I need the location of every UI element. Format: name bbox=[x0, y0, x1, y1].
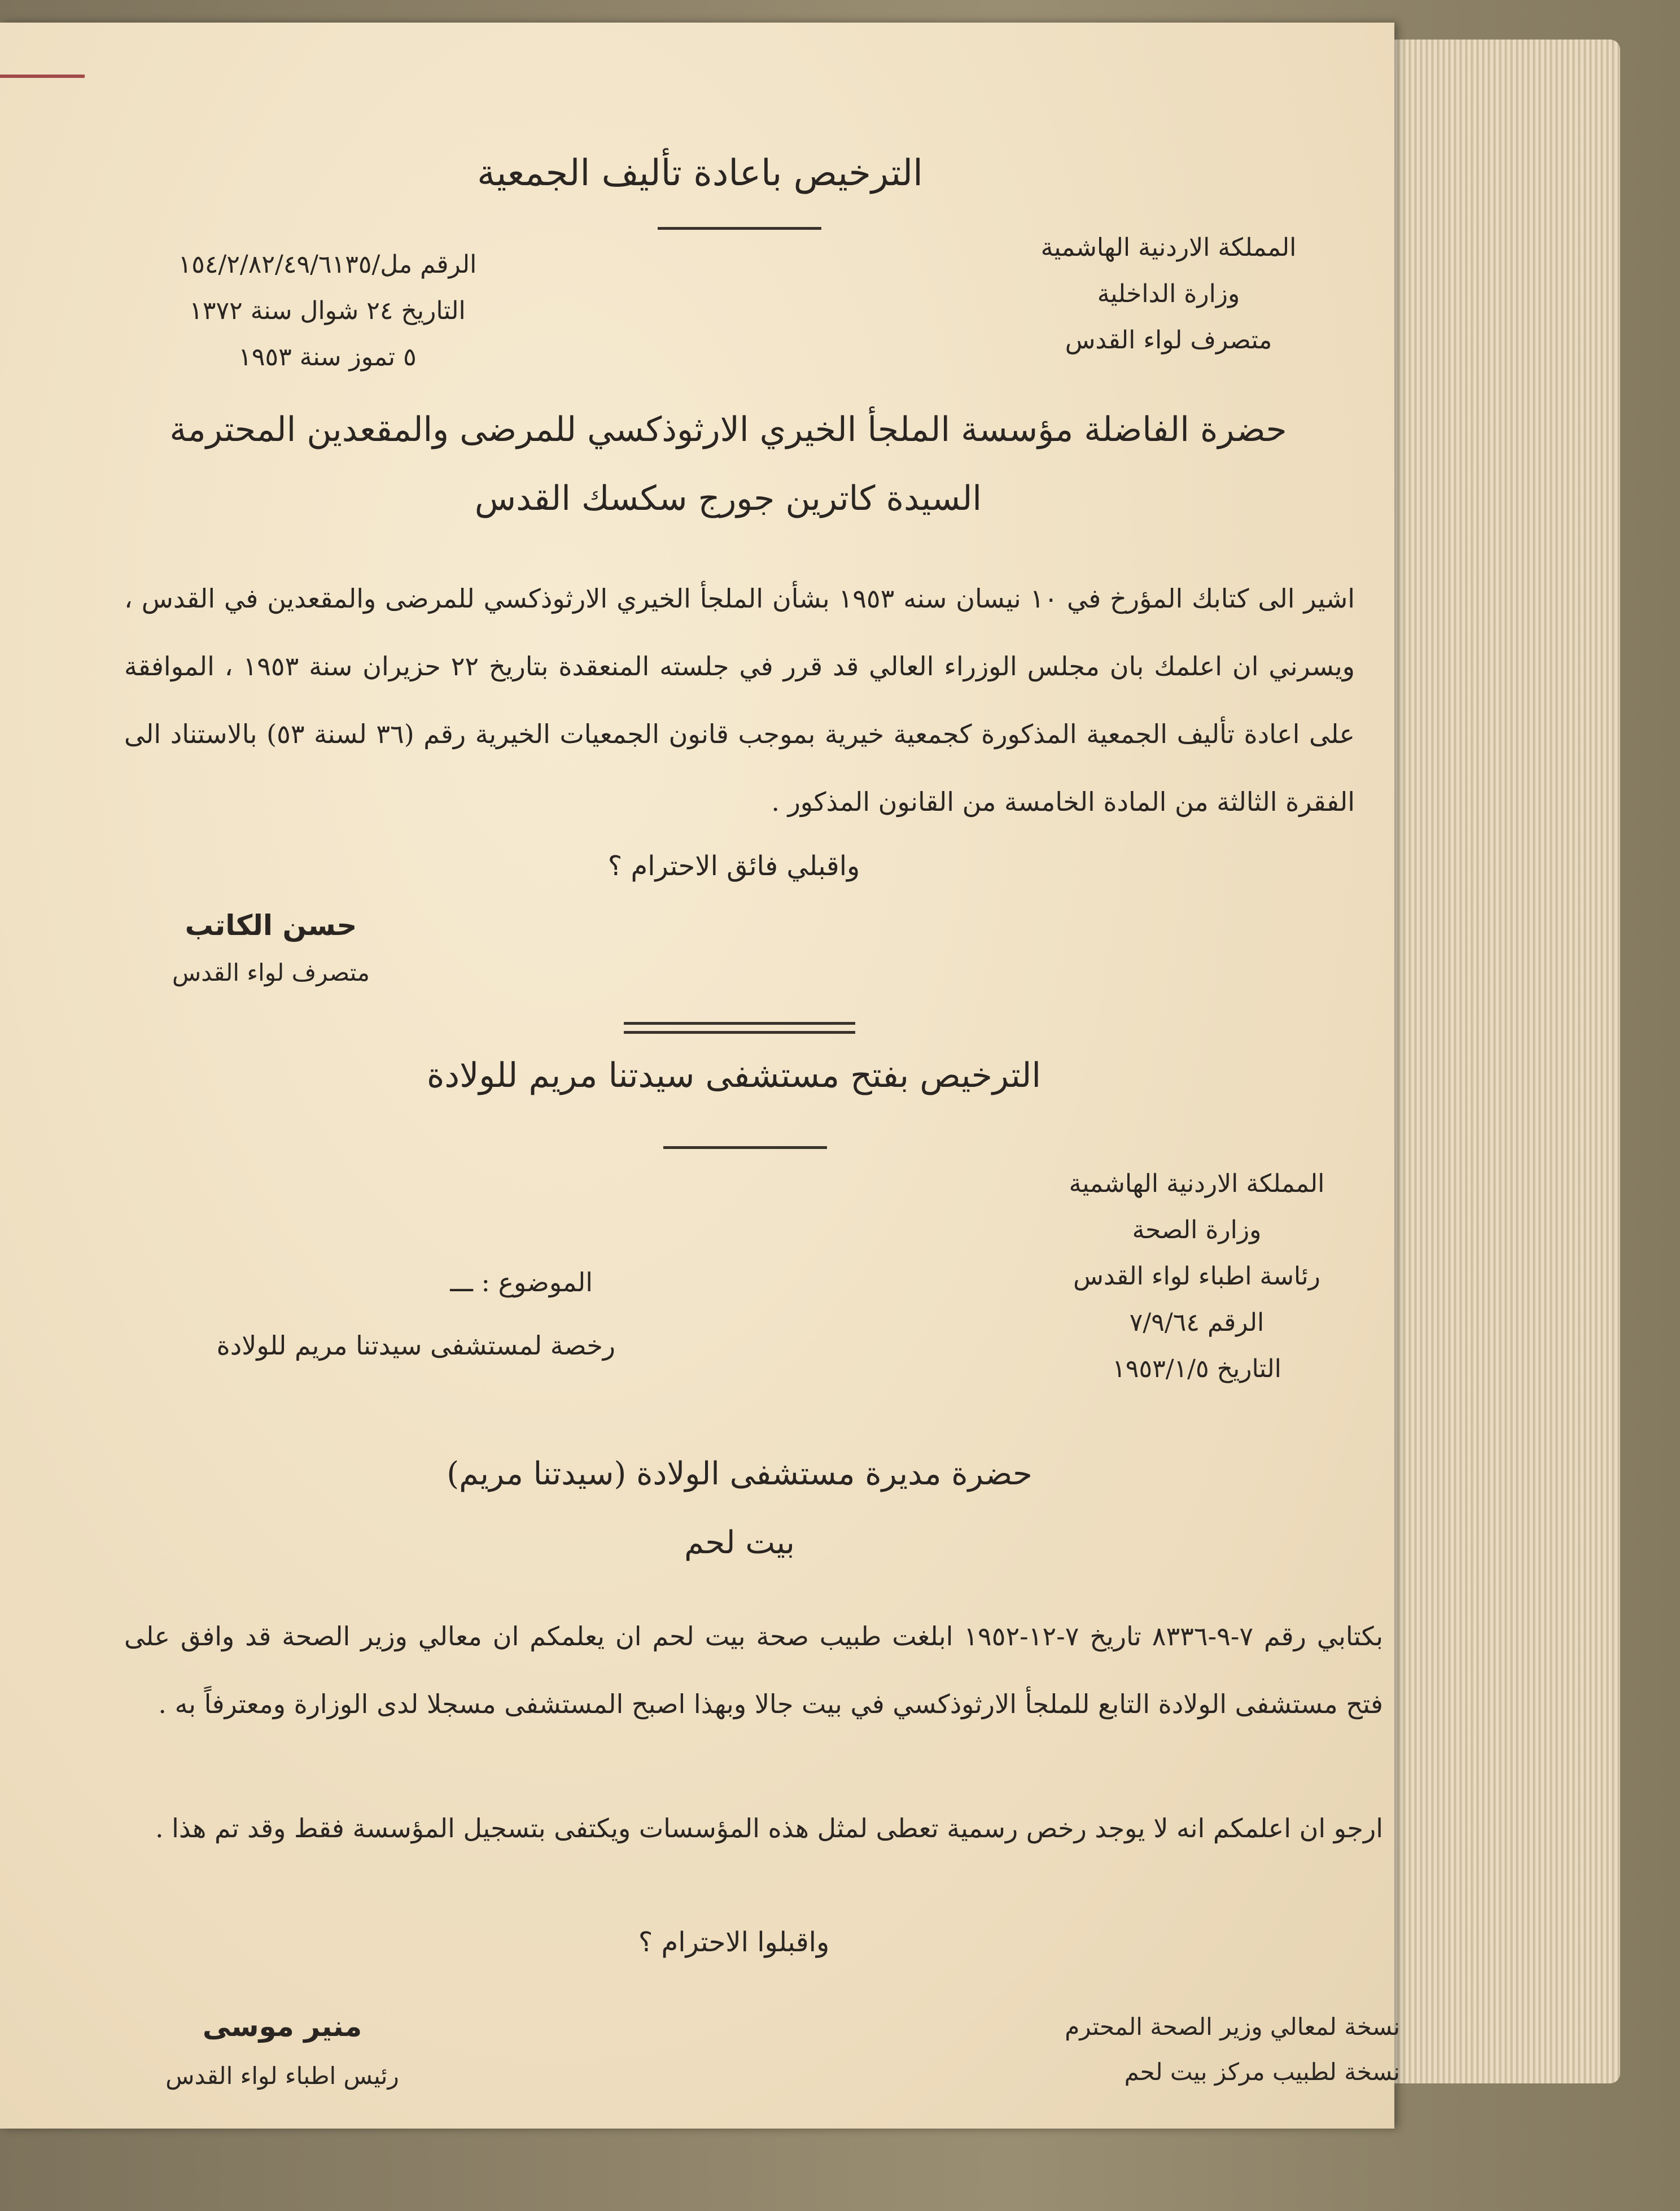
doc2-addressee-line: حضرة مديرة مستشفى الولادة (سيدتنا مريم) bbox=[447, 1456, 1032, 1492]
doc2-sender-line: الرقم ٧/٩/٦٤ bbox=[1129, 1308, 1265, 1337]
doc2-closing: واقبلوا الاحترام ؟ bbox=[638, 1926, 830, 1958]
doc2-paragraph-1: بكتابي رقم ٧-٩-٨٣٣٦ تاريخ ٧-١٢-١٩٥٢ ابلغت طبيب صحة بيت لحم ان يعلمكم ان معالي وزير الصحة قد وافق على فتح مستشفى الولادة التابع للملجأ الارثوذكسي في بيت جالا وبهذا اصبح المستشفى مسجلا لدى الوزارة ومعترفاً به . bbox=[124, 1621, 1384, 1719]
doc1-reference-line: التاريخ ٢٤ شوال سنة ١٣٧٢ bbox=[189, 296, 466, 325]
doc1-title-rule bbox=[658, 227, 821, 230]
doc1-title: الترخيص باعادة تأليف الجمعية bbox=[477, 152, 923, 194]
doc2-addressee bbox=[350, 1440, 1129, 1578]
doc1-sender bbox=[1010, 225, 1327, 364]
doc2-sender-line: وزارة الصحة bbox=[1132, 1216, 1262, 1244]
doc1-reference bbox=[102, 242, 553, 381]
doc1-signature bbox=[113, 909, 429, 986]
document-page bbox=[0, 23, 1400, 2129]
doc1-reference-line: ٥ تموز سنة ١٩٥٣ bbox=[238, 343, 417, 372]
doc2-copy-line: نسخة لمعالي وزير الصحة المحترم bbox=[1065, 2013, 1400, 2040]
doc2-sender-line: المملكة الاردنية الهاشمية bbox=[1069, 1169, 1325, 1198]
doc2-subject bbox=[164, 1259, 615, 1369]
doc1-sender-line: وزارة الداخلية bbox=[1097, 279, 1240, 308]
page-edges bbox=[1377, 40, 1620, 2083]
doc2-title: الترخيص بفتح مستشفى سيدتنا مريم للولادة bbox=[426, 1056, 1042, 1095]
doc2-paragraph-2: ارجو ان اعلمكم انه لا يوجد رخص رسمية تعطى لمثل هذه المؤسسات ويكتفى بتسجيل المؤسسة فقط وقد تم هذا . bbox=[155, 1813, 1383, 1843]
doc1-addressee-line: السيدة كاترين جورج سكسك القدس bbox=[474, 479, 982, 518]
doc1-signatory-name: حسن الكاتب bbox=[185, 909, 357, 942]
doc1-addressee bbox=[169, 395, 1287, 533]
doc1-body: اشير الى كتابك المؤرخ في ١٠ نيسان سنه ١٩٥٣ بشأن الملجأ الخيري الارثوذكسي للمرضى والمقعدين في القدس ، ويسرني ان اعلمك بان مجلس الوزراء العالي قد قرر في جلسته المنعقدة بتاريخ ٢٢ حزيران سنة ١٩٥٣ ، الموافقة على اعادة تأليف الجمعية المذكورة كجمعية خيرية بموجب قانون الجمعيات الخيرية رقم (٣٦ لسنة ٥٣) بالاستناد الى الفقرة الثالثة من المادة الخامسة من القانون المذكور . bbox=[124, 583, 1355, 817]
doc2-signatory-name: منير موسى bbox=[202, 2010, 362, 2043]
doc2-copy-line: نسخة لطبيب مركز بيت لحم bbox=[1124, 2058, 1400, 2086]
doc2-copies bbox=[960, 2004, 1400, 2095]
section-double-rule bbox=[624, 1031, 855, 1034]
doc2-subject-label: الموضوع : ـــ bbox=[450, 1267, 593, 1297]
doc1-reference-line: الرقم مل/١٥٤/٢/٨٢/٤٩/٦١٣٥ bbox=[178, 250, 477, 279]
doc2-sender-line: رئاسة اطباء لواء القدس bbox=[1073, 1262, 1320, 1291]
doc1-sender-line: المملكة الاردنية الهاشمية bbox=[1040, 233, 1297, 262]
doc1-addressee-line: حضرة الفاضلة مؤسسة الملجأ الخيري الارثوذكسي للمرضى والمقعدين المحترمة bbox=[169, 410, 1287, 449]
doc2-sender bbox=[1039, 1161, 1355, 1392]
doc1-sender-line: متصرف لواء القدس bbox=[1065, 326, 1272, 355]
doc2-addressee-line: بيت لحم bbox=[684, 1524, 795, 1561]
doc1-signatory-title: متصرف لواء القدس bbox=[172, 959, 370, 986]
doc1-closing: واقبلي فائق الاحترام ؟ bbox=[607, 850, 860, 882]
section-double-rule bbox=[624, 1022, 855, 1025]
doc2-subject-text: رخصة لمستشفى سيدتنا مريم للولادة bbox=[216, 1330, 615, 1361]
doc2-signatory-title: رئيس اطباء لواء القدس bbox=[165, 2062, 399, 2090]
doc2-signature bbox=[124, 2010, 440, 2090]
doc2-title-rule bbox=[663, 1146, 827, 1149]
red-margin-line bbox=[0, 75, 85, 78]
doc2-sender-line: التاريخ ١٩٥٣/١/٥ bbox=[1112, 1354, 1281, 1383]
